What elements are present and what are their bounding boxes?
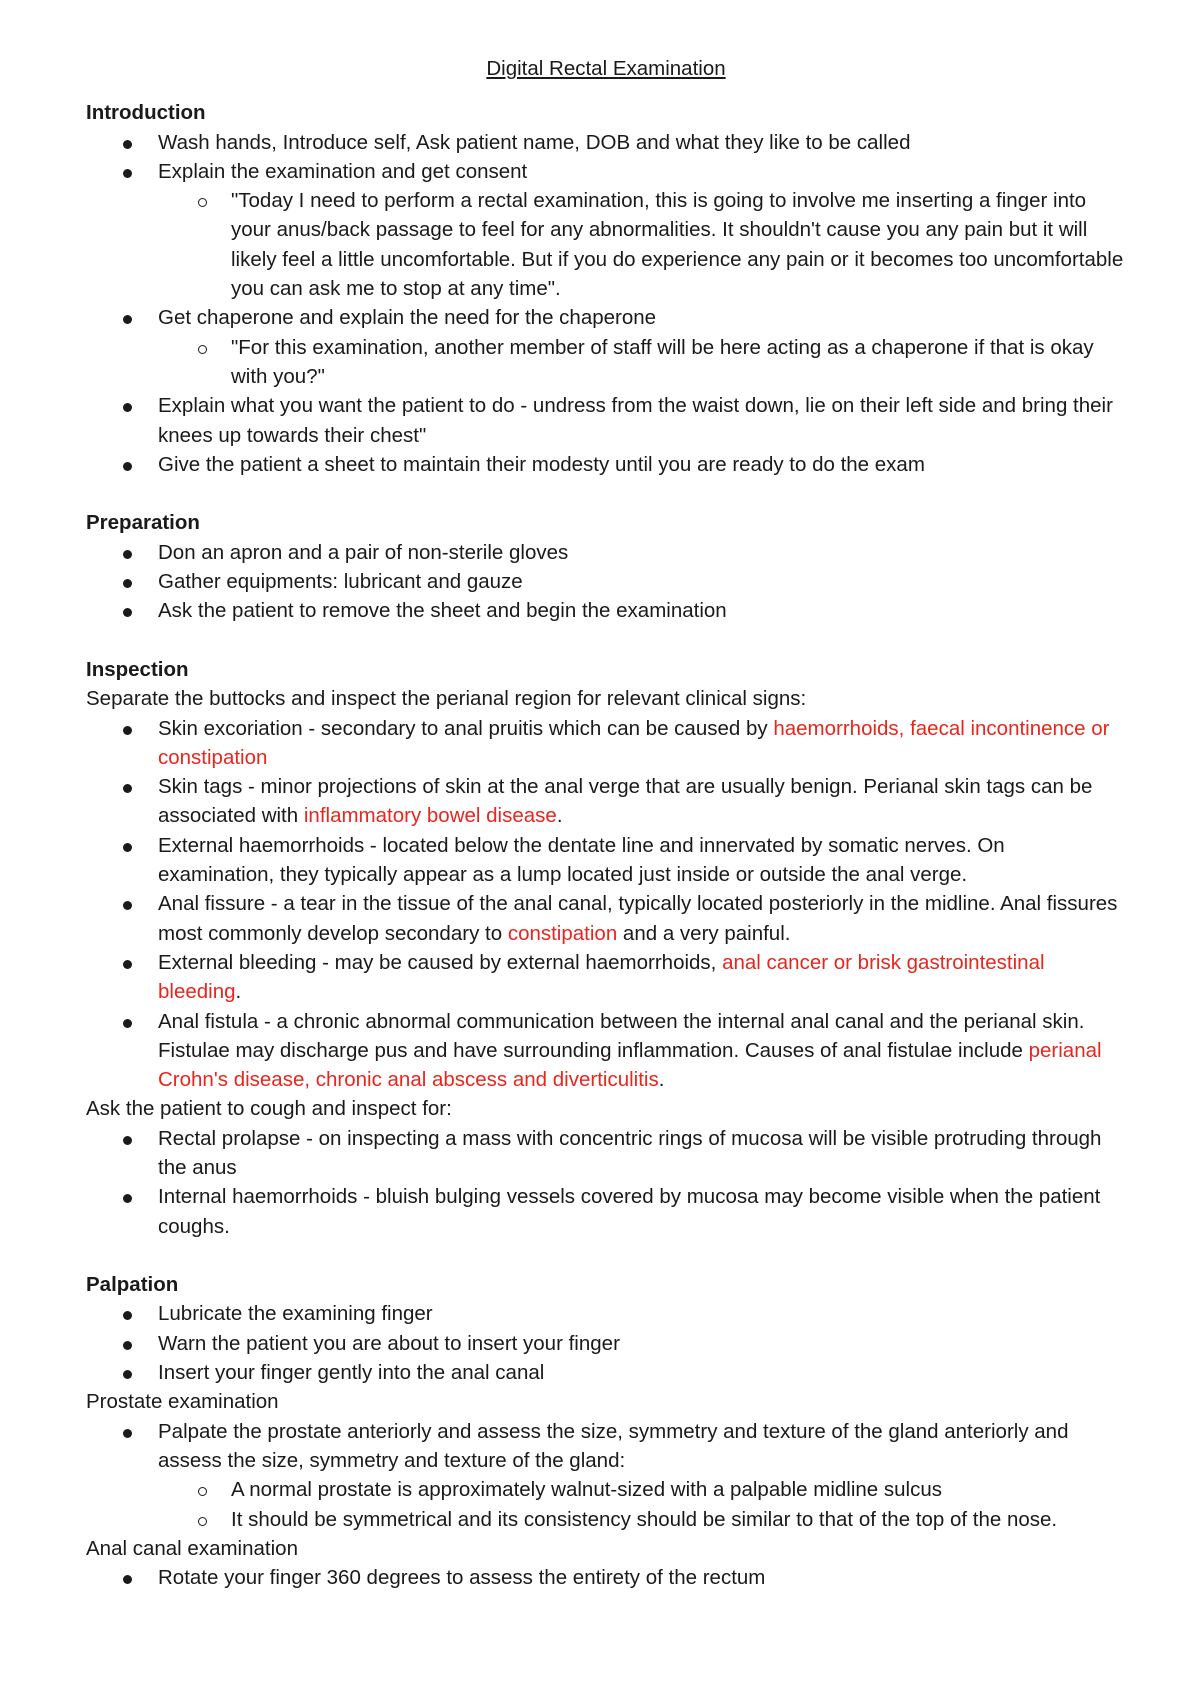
list-item: Insert your finger gently into the anal canal: [158, 1358, 1126, 1387]
bullet-icon: [123, 1429, 132, 1438]
hollow-bullet-icon: [198, 198, 207, 207]
sub-list: [158, 186, 1126, 303]
bullet-icon: [123, 579, 132, 588]
sub-list: [158, 333, 1126, 392]
bullet-icon: [123, 960, 132, 969]
sub-list-item: "Today I need to perform a rectal examination, this is going to involve me inserting a finger into your anus/back passage to feel for any abnormalities. It shouldn't cause you any pain but it will likely feel a little uncomfortable. But if you do experience any pain or it becomes too uncomfortable you can ask me to stop at any time".: [231, 186, 1126, 303]
section-heading-preparation: Preparation: [86, 511, 200, 535]
list-item: Don an apron and a pair of non-sterile gloves: [158, 538, 1126, 567]
list-item: Anal fistula - a chronic abnormal communication between the internal anal canal and the perianal skin. Fistulae may discharge pus and have surrounding inflammation. Causes of anal fistulae include perianal Crohn's disease, chronic anal abscess and diverticulitis.: [158, 1007, 1126, 1095]
hollow-bullet-icon: [198, 1487, 207, 1496]
bullet-icon: [123, 403, 132, 412]
bullet-icon: [123, 1341, 132, 1350]
inspection-list: [86, 714, 1126, 1095]
bullet-icon: [123, 784, 132, 793]
list-item: Gather equipments: lubricant and gauze: [158, 567, 1126, 596]
bullet-icon: [123, 608, 132, 617]
section-heading-inspection: Inspection: [86, 657, 189, 681]
list-item: Ask the patient to remove the sheet and begin the examination: [158, 596, 1126, 625]
prostate-list: [86, 1417, 1126, 1534]
section-heading-introduction: Introduction: [86, 101, 206, 125]
bullet-icon: [123, 1194, 132, 1203]
list-item: Internal haemorrhoids - bluish bulging vessels covered by mucosa may become visible when the patient coughs.: [158, 1182, 1126, 1241]
list-item: Warn the patient you are about to insert your finger: [158, 1329, 1126, 1358]
list-item: Give the patient a sheet to maintain their modesty until you are ready to do the exam: [158, 450, 1126, 479]
anal-canal-label: Anal canal examination: [86, 1536, 298, 1560]
list-item: Explain what you want the patient to do - undress from the waist down, lie on their left side and bring their knees up towards their chest": [158, 391, 1126, 450]
bullet-icon: [123, 843, 132, 852]
sub-list-item: "For this examination, another member of staff will be here acting as a chaperone if that is okay with you?": [231, 333, 1126, 392]
hollow-bullet-icon: [198, 345, 207, 354]
page-title: Digital Rectal Examination: [486, 57, 726, 80]
list-item: Get chaperone and explain the need for the chaperone "For this examination, another member of staff will be here acting as a chaperone if that is okay with you?": [158, 303, 1126, 391]
bullet-icon: [123, 140, 132, 149]
list-item: External haemorrhoids - located below the dentate line and innervated by somatic nerves. On examination, they typically appear as a lump located just inside or outside the anal verge.: [158, 831, 1126, 890]
inspection-intro: Separate the buttocks and inspect the perianal region for relevant clinical signs:: [86, 687, 807, 711]
list-item: Rotate your finger 360 degrees to assess the entirety of the rectum: [158, 1563, 1126, 1592]
section-heading-palpation: Palpation: [86, 1273, 179, 1297]
introduction-list: [86, 128, 1126, 480]
list-item: Palpate the prostate anteriorly and assess the size, symmetry and texture of the gland anteriorly and assess the size, symmetry and texture of the gland: A normal prostate is approximately walnut-sized with a palpable midline sulcus It should be symmetrical and its consistency should be similar to that of the top of the nose.: [158, 1417, 1126, 1534]
list-item: Wash hands, Introduce self, Ask patient name, DOB and what they like to be called: [158, 128, 1126, 157]
sub-list-item: A normal prostate is approximately walnut-sized with a palpable midline sulcus: [231, 1475, 1126, 1504]
sub-list: [158, 1475, 1126, 1534]
cough-intro: Ask the patient to cough and inspect for:: [86, 1097, 452, 1121]
bullet-icon: [123, 169, 132, 178]
document-page: [86, 54, 1126, 1592]
list-item: Explain the examination and get consent "Today I need to perform a rectal examination, this is going to involve me inserting a finger into your anus/back passage to feel for any abnormalities. It shouldn't cause you any pain but it will likely feel a little uncomfortable. But if you do experience any pain or it becomes too uncomfortable you can ask me to stop at any time".: [158, 157, 1126, 303]
list-item: Anal fissure - a tear in the tissue of the anal canal, typically located posteriorly in the midline. Anal fissures most commonly develop secondary to constipation and a very painful.: [158, 889, 1126, 948]
bullet-icon: [123, 901, 132, 910]
bullet-icon: [123, 1575, 132, 1584]
bullet-icon: [123, 1019, 132, 1028]
cough-list: [86, 1124, 1126, 1241]
palpation-list: [86, 1299, 1126, 1387]
anal-canal-list: [86, 1563, 1126, 1592]
prostate-label: Prostate examination: [86, 1390, 279, 1414]
bullet-icon: [123, 1136, 132, 1145]
hollow-bullet-icon: [198, 1517, 207, 1526]
list-item: External bleeding - may be caused by external haemorrhoids, anal cancer or brisk gastrointestinal bleeding.: [158, 948, 1126, 1007]
list-item: Lubricate the examining finger: [158, 1299, 1126, 1328]
preparation-list: [86, 538, 1126, 626]
bullet-icon: [123, 315, 132, 324]
bullet-icon: [123, 1370, 132, 1379]
list-item: Rectal prolapse - on inspecting a mass with concentric rings of mucosa will be visible protruding through the anus: [158, 1124, 1126, 1183]
bullet-icon: [123, 726, 132, 735]
bullet-icon: [123, 1311, 132, 1320]
list-item: Skin excoriation - secondary to anal pruitis which can be caused by haemorrhoids, faecal incontinence or constipation: [158, 714, 1126, 773]
bullet-icon: [123, 462, 132, 471]
sub-list-item: It should be symmetrical and its consistency should be similar to that of the top of the nose.: [231, 1505, 1126, 1534]
list-item: Skin tags - minor projections of skin at the anal verge that are usually benign. Perianal skin tags can be associated with inflammatory bowel disease.: [158, 772, 1126, 831]
bullet-icon: [123, 550, 132, 559]
